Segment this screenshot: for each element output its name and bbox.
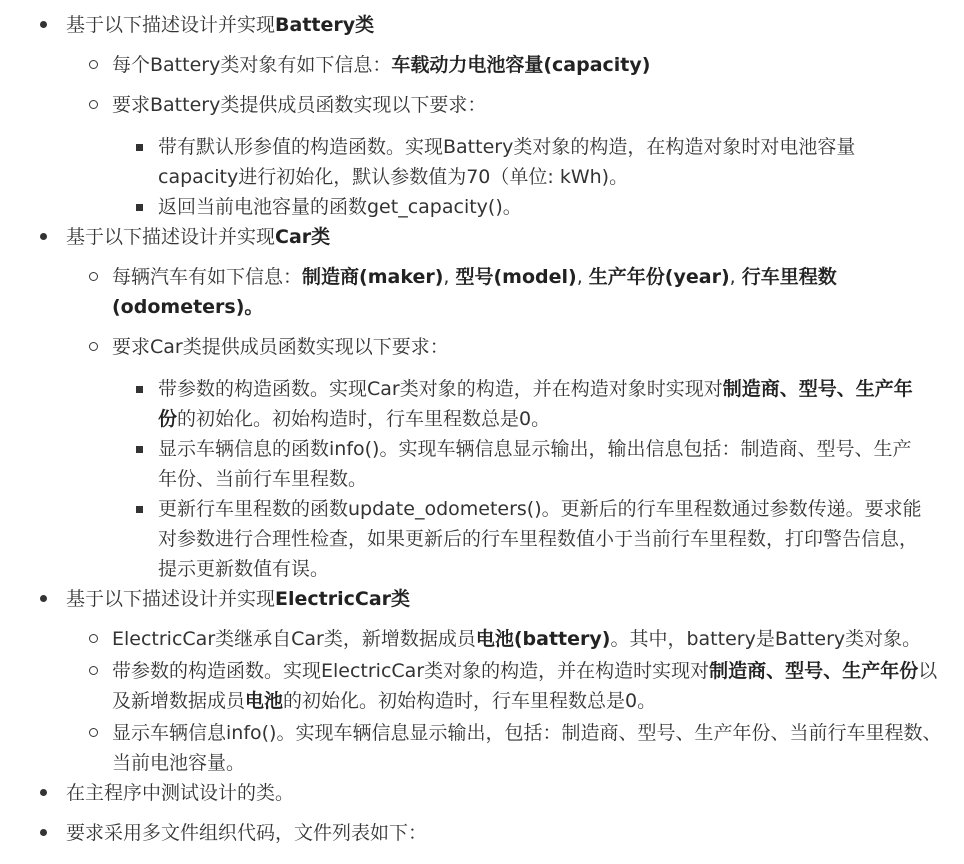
list-item bbox=[0, 10, 926, 222]
subsublist bbox=[112, 374, 950, 584]
separator: 、 bbox=[766, 660, 786, 682]
sub-item-text: 的初始化。初始构造时，行车里程数总是0。 bbox=[283, 690, 657, 712]
subsub-item-text: 返回当前电池容量的函数get_capacity()。 bbox=[158, 196, 522, 218]
list-item bbox=[92, 434, 926, 494]
subsub-item-bold: 生产年份 bbox=[158, 378, 913, 430]
separator: 、 bbox=[823, 660, 843, 682]
sub-item-bold: 行车里程数(odometers) bbox=[112, 266, 837, 318]
item-lead-text: 基于以下描述设计并实现 bbox=[66, 226, 276, 248]
sub-item-text: ElectricCar类继承自Car类，新增数据成员 bbox=[112, 628, 476, 650]
list-item bbox=[92, 374, 926, 434]
sub-item-text: 显示车辆信息info()。实现车辆信息显示输出，包括：制造商、型号、生产年份、当前行车里程数、当前电池容量。 bbox=[112, 722, 942, 774]
class-name-car: Car类 bbox=[275, 226, 331, 248]
list-item bbox=[92, 494, 926, 584]
subsub-item-text: 带有默认形参值的构造函数。实现Battery类对象的构造，在构造对象时对电池容量capacity进行初始化，默认参数值为70（单位: kWh)。 bbox=[158, 136, 856, 188]
list-item bbox=[46, 624, 950, 654]
sublist bbox=[66, 624, 942, 778]
item-lead-text: 要求采用多文件组织代码，文件列表如下： bbox=[66, 822, 428, 844]
list-item bbox=[0, 222, 926, 584]
sub-item-text: 每辆汽车有如下信息： bbox=[112, 266, 303, 288]
sub-item-bold: 制造商(maker) bbox=[302, 266, 444, 288]
list-item bbox=[46, 332, 950, 584]
sublist bbox=[66, 262, 926, 584]
item-lead-text: 基于以下描述设计并实现 bbox=[66, 14, 276, 36]
sub-item-bold: 制造商 bbox=[709, 660, 767, 682]
top-level-list bbox=[0, 10, 964, 848]
sub-item-text: 要求Battery类提供成员函数实现以下要求： bbox=[112, 94, 487, 116]
list-item bbox=[0, 584, 942, 778]
subsub-item-bold: 型号 bbox=[798, 378, 837, 400]
list-item bbox=[46, 50, 950, 80]
sub-item-text: 。其中，battery是Battery类对象。 bbox=[610, 628, 922, 650]
sub-item-bold: 电池(battery) bbox=[475, 628, 611, 650]
sub-item-text: 要求Car类提供成员函数实现以下要求： bbox=[112, 336, 449, 358]
subsub-item-text: 显示车辆信息的函数info()。实现车辆信息显示输出，输出信息包括：制造商、型号、生产年份、当前行车里程数。 bbox=[158, 438, 912, 490]
sub-item-text: 每个Battery类对象有如下信息： bbox=[112, 54, 392, 76]
subsub-item-text: 的初始化。初始构造时，行车里程数总是0。 bbox=[177, 408, 551, 430]
list-item bbox=[0, 818, 926, 848]
sub-item-bold: 生产年份 bbox=[842, 660, 919, 682]
list-item bbox=[46, 718, 950, 778]
item-lead-text: 在主程序中测试设计的类。 bbox=[66, 782, 295, 804]
sub-item-bold: 型号(model) bbox=[455, 266, 577, 288]
sub-item-text: 带参数的构造函数。实现ElectricCar类对象的构造，并在构造时实现对 bbox=[112, 660, 710, 682]
list-item bbox=[0, 778, 926, 808]
class-name-electriccar: ElectricCar类 bbox=[275, 588, 411, 610]
subsub-item-bold: 制造商 bbox=[722, 378, 780, 400]
class-name-battery: Battery类 bbox=[275, 14, 375, 36]
sub-item-bold: 型号 bbox=[785, 660, 824, 682]
sublist bbox=[66, 50, 926, 222]
separator: , bbox=[443, 266, 456, 288]
sub-item-end: 。 bbox=[244, 296, 264, 318]
list-item bbox=[46, 656, 950, 716]
sub-item-bold: 生产年份(year) bbox=[588, 266, 730, 288]
separator: , bbox=[576, 266, 589, 288]
sub-item-bold: 电池 bbox=[245, 690, 284, 712]
subsublist bbox=[112, 132, 950, 222]
list-item bbox=[92, 192, 926, 222]
separator: 、 bbox=[779, 378, 799, 400]
list-item bbox=[46, 262, 950, 322]
separator: , bbox=[729, 266, 742, 288]
list-item bbox=[46, 90, 950, 222]
sub-item-bold: 车载动力电池容量(capacity) bbox=[391, 54, 651, 76]
separator: 、 bbox=[836, 378, 856, 400]
item-lead-text: 基于以下描述设计并实现 bbox=[66, 588, 276, 610]
sub-item-text: 以及新增数据成员 bbox=[112, 660, 938, 712]
subsub-item-text: 更新行车里程数的函数update_odometers()。更新后的行车里程数通过参数传递。要求能对参数进行合理性检查，如果更新后的行车里程数值小于当前行车里程数，打印警告信息，提示更新数值有误。 bbox=[158, 498, 922, 580]
subsub-item-text: 带参数的构造函数。实现Car类对象的构造，并在构造对象时实现对 bbox=[158, 378, 723, 400]
list-item bbox=[92, 132, 926, 192]
